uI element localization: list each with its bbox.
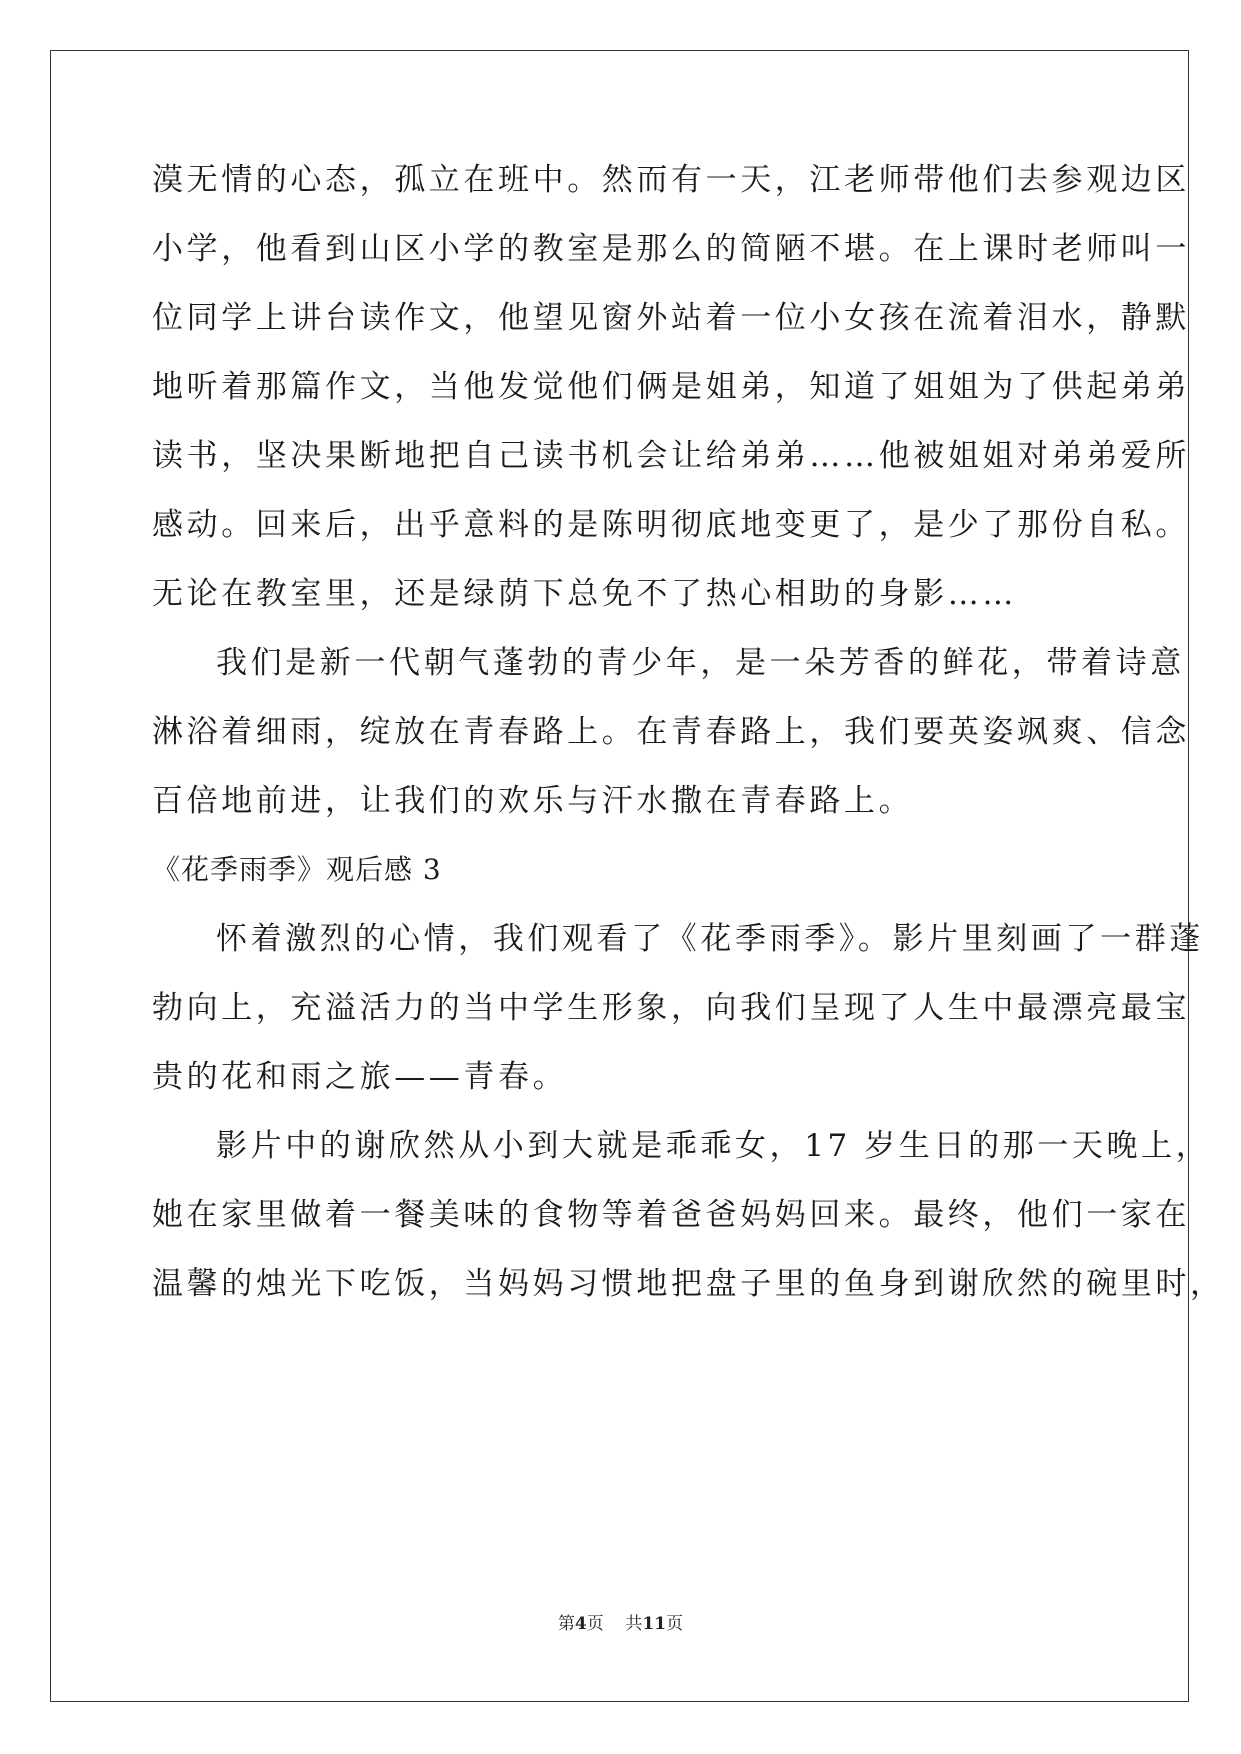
- footer-prefix: 第: [557, 1614, 575, 1634]
- text-line: 勃向上，充溢活力的当中学生形象，向我们呈现了人生中最漂亮最宝: [152, 990, 1190, 1026]
- footer-page-suffix: 页: [586, 1614, 604, 1634]
- text-line: 百倍地前进，让我们的欢乐与汗水撒在青春路上。: [152, 783, 914, 819]
- page-footer: [0, 1612, 1241, 1636]
- text-line: 贵的花和雨之旅——青春。: [152, 1059, 568, 1095]
- footer-total-suffix: 页: [666, 1614, 684, 1634]
- text-line: 漠无情的心态，孤立在班中。然而有一天，江老师带他们去参观边区: [152, 162, 1190, 198]
- text-line: 淋浴着细雨，绽放在青春路上。在青春路上，我们要英姿飒爽、信念: [152, 714, 1190, 750]
- text-line: 地听着那篇作文，当他发觉他们俩是姐弟，知道了姐姐为了供起弟弟: [152, 369, 1190, 405]
- text-line: 她在家里做着一餐美味的食物等着爸爸妈妈回来。最终，他们一家在: [152, 1197, 1190, 1233]
- current-page-number: 4: [574, 1614, 587, 1634]
- text-line: 感动。回来后，出乎意料的是陈明彻底地变更了，是少了那份自私。: [152, 507, 1190, 543]
- text-line: 温馨的烛光下吃饭，当妈妈习惯地把盘子里的鱼身到谢欣然的碗里时，: [152, 1266, 1225, 1302]
- paragraph-first-line: 影片中的谢欣然从小到大就是乖乖女，17 岁生日的那一天晚上，: [216, 1128, 1211, 1164]
- paragraph-first-line: 怀着激烈的心情，我们观看了《花季雨季》。影片里刻画了一群蓬: [216, 921, 1204, 957]
- total-pages-number: 11: [642, 1614, 667, 1634]
- section-heading: 《花季雨季》观后感 3: [152, 853, 442, 886]
- text-line: 无论在教室里，还是绿荫下总免不了热心相助的身影……: [152, 576, 1017, 612]
- text-line: 读书，坚决果断地把自己读书机会让给弟弟……他被姐姐对弟弟爱所: [152, 438, 1190, 474]
- paragraph-first-line: 我们是新一代朝气蓬勃的青少年，是一朵芳香的鲜花，带着诗意: [216, 645, 1185, 681]
- text-line: 小学，他看到山区小学的教室是那么的简陋不堪。在上课时老师叫一: [152, 231, 1190, 267]
- text-line: 位同学上讲台读作文，他望见窗外站着一位小女孩在流着泪水，静默: [152, 300, 1190, 336]
- footer-total-prefix: 共: [625, 1614, 643, 1634]
